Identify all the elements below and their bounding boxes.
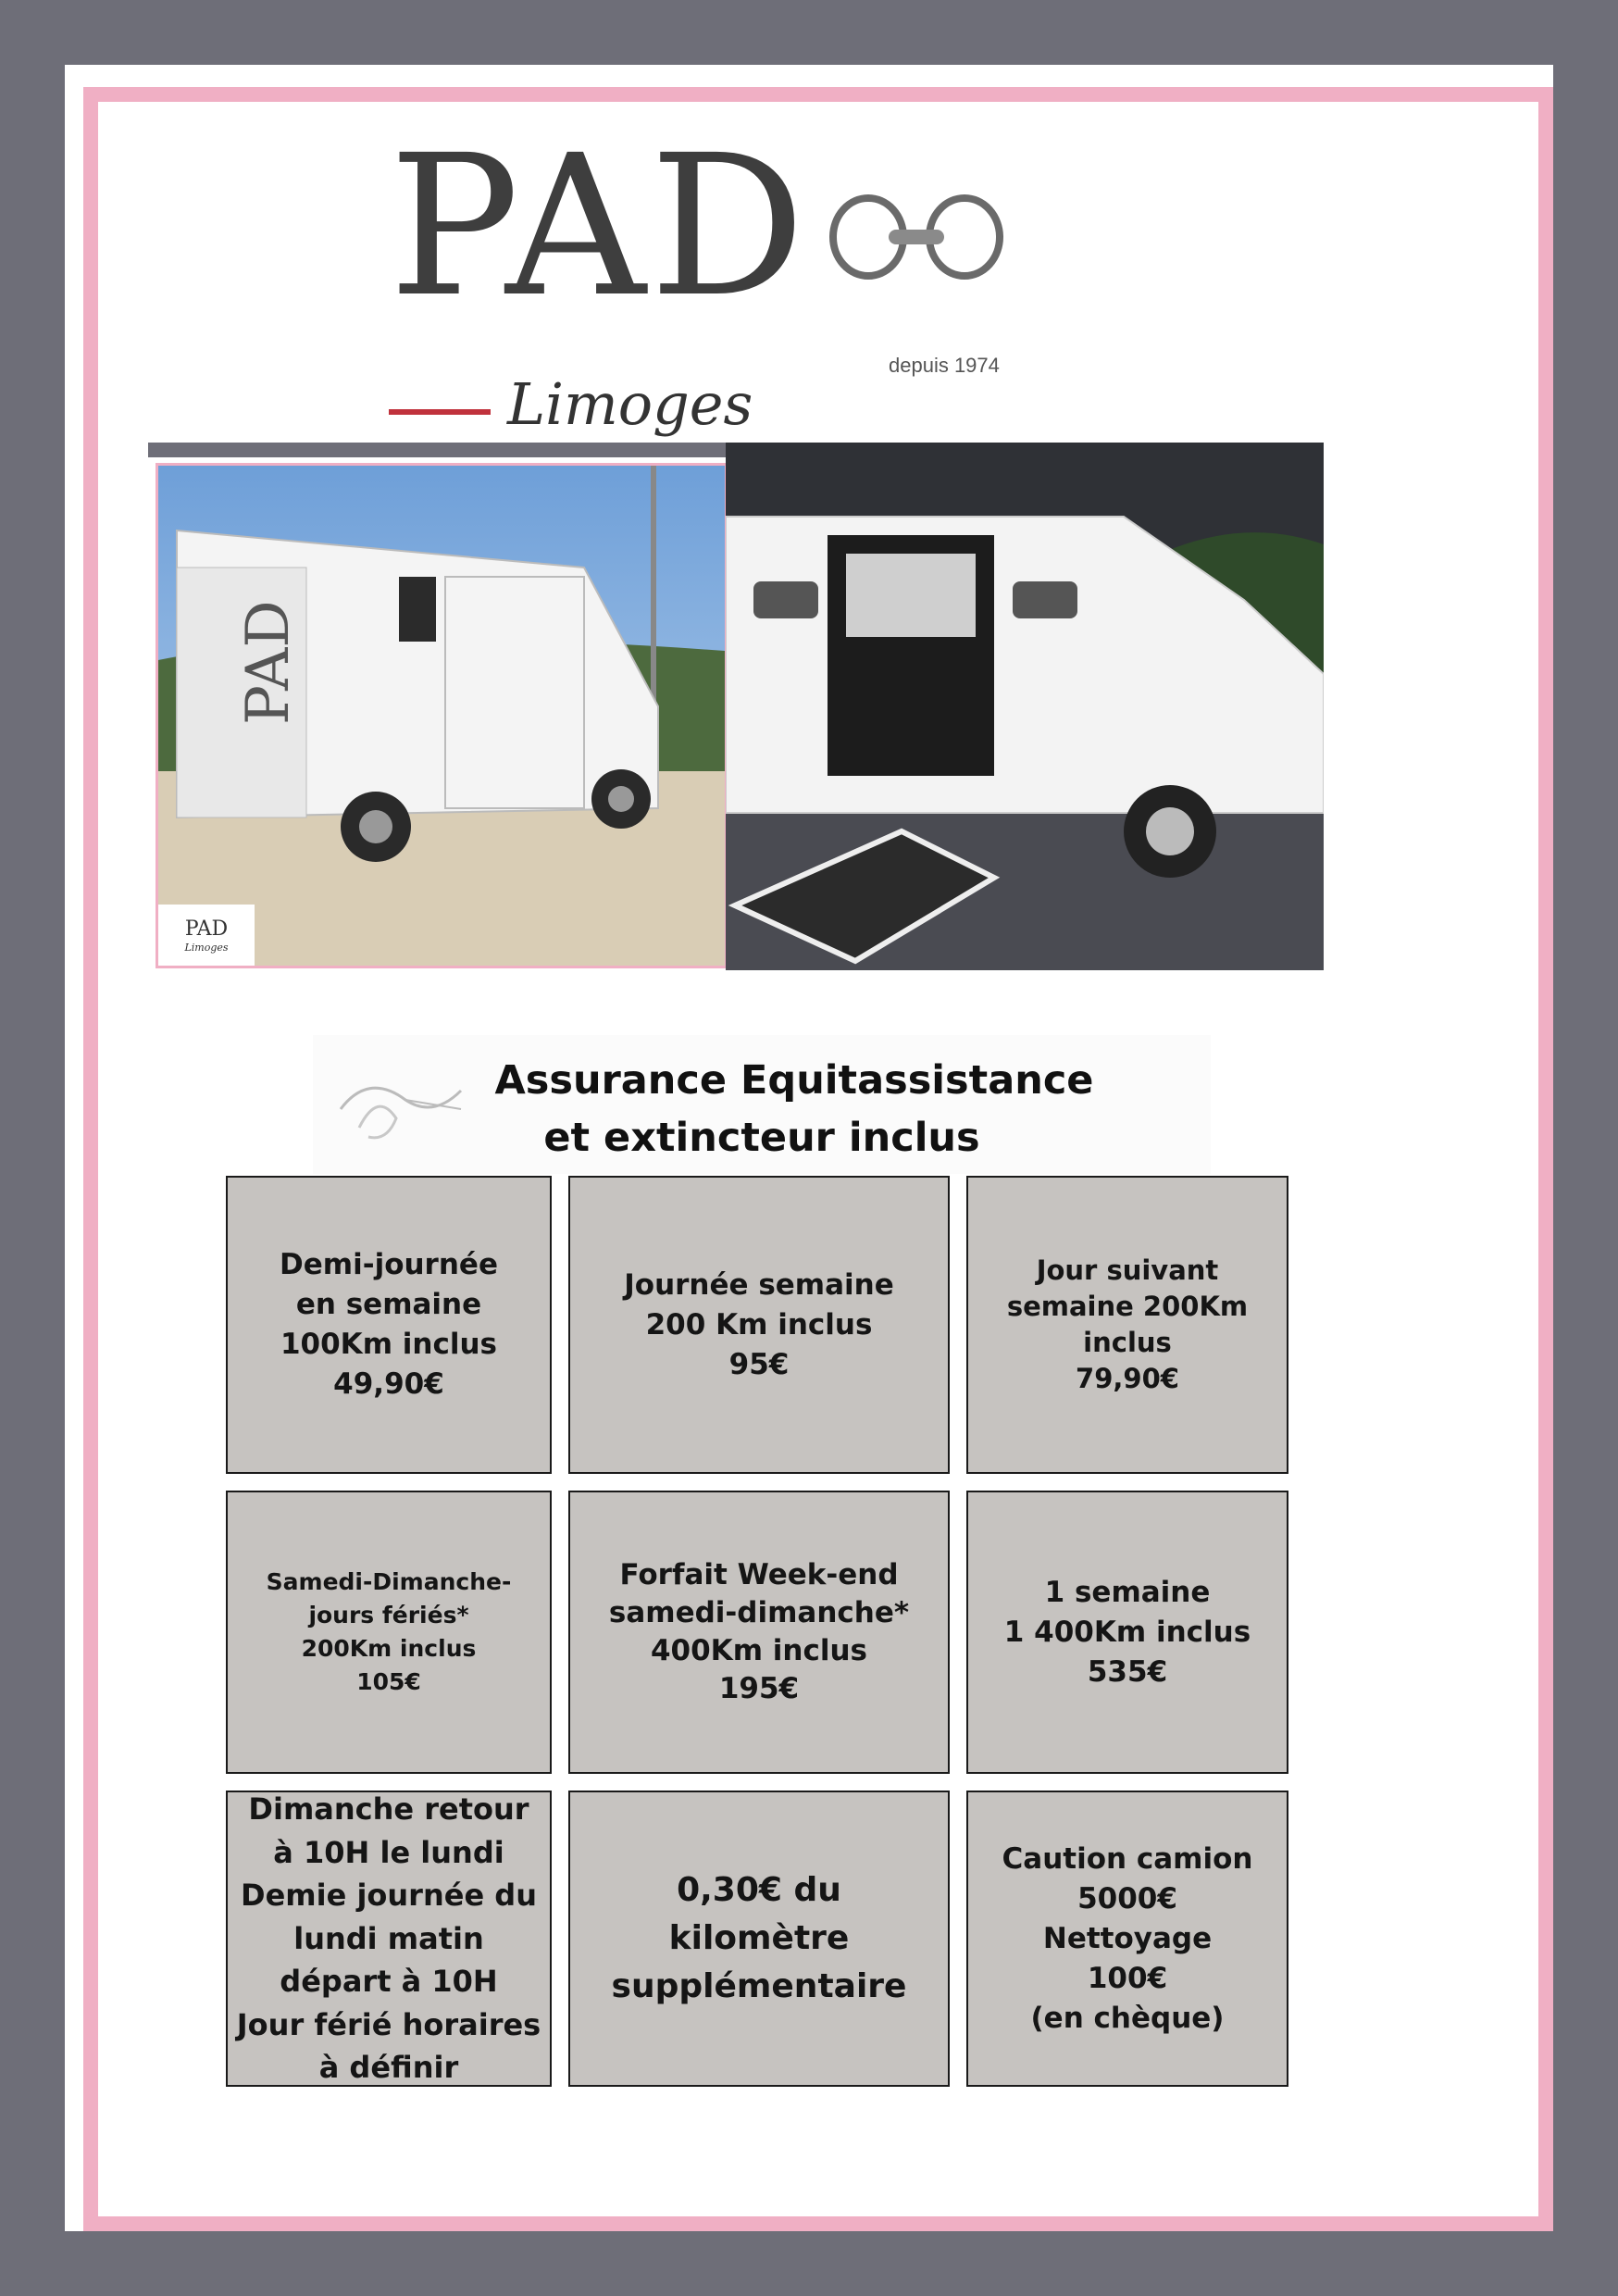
price-card-week [966, 1491, 1288, 1774]
horse-truck-photo-rear [156, 463, 728, 968]
price-line: Jour suivant [1036, 1254, 1219, 1286]
price-card-deposit [966, 1791, 1288, 2087]
padd-logo [389, 113, 1185, 481]
price-line: samedi-dimanche* [608, 1596, 910, 1629]
insurance-title: Assurance Equitassistance [494, 1057, 1094, 1104]
info-line: lundi matin [293, 1920, 484, 1956]
price-line: 200Km inclus [301, 1635, 477, 1662]
price-card-weekend-holiday [226, 1491, 552, 1774]
price-line: Journée semaine [624, 1267, 894, 1302]
price-line: Forfait Week-end [619, 1558, 899, 1591]
price-card-next-day [966, 1176, 1288, 1474]
price-line: Demi-journée [280, 1248, 498, 1281]
price-amount: 105€ [356, 1668, 421, 1695]
price-line: inclus [1083, 1327, 1172, 1358]
logo-red-line [389, 409, 491, 415]
insurance-heading [313, 1035, 1211, 1174]
price-line: en semaine [295, 1288, 482, 1321]
info-line: à définir [318, 2050, 459, 2086]
photo-badge-text: PAD [184, 917, 229, 941]
price-amount: 100€ [1087, 1961, 1168, 1995]
price-line: Nettoyage [1042, 1921, 1213, 1955]
price-amount: 49,90€ [333, 1367, 444, 1401]
price-line: jours fériés* [308, 1602, 469, 1628]
price-line: 1 semaine [1044, 1575, 1211, 1609]
bit-icon [824, 185, 1009, 287]
price-amount: 5000€ [1077, 1881, 1177, 1915]
photo-badge-city: Limoges [184, 942, 229, 955]
info-line: à 10H le lundi [273, 1834, 504, 1870]
price-card-half-day-weekday [226, 1176, 552, 1474]
insurance-subtitle: et extincteur inclus [543, 1115, 980, 1161]
info-card-sunday-return [226, 1791, 552, 2087]
logo-since: depuis 1974 [889, 354, 1000, 377]
horse-truck-photo-open-ramp [726, 443, 1324, 970]
price-amount: 535€ [1087, 1654, 1168, 1689]
info-line: départ à 10H [280, 1964, 498, 2000]
info-line: Demie journée du [241, 1878, 537, 1914]
photo-badge [158, 905, 255, 966]
price-line: 200 Km inclus [645, 1307, 873, 1341]
info-line: Jour férié horaires [236, 2006, 541, 2042]
price-card-day-weekday [568, 1176, 950, 1474]
price-amount: 0,30€ du [677, 1871, 841, 1909]
price-line: supplémentaire [611, 1967, 907, 2005]
info-line: Dimanche retour [248, 1791, 529, 1828]
logo-city: Limoges [507, 370, 753, 438]
price-card-extra-km [568, 1791, 950, 2087]
price-line: kilomètre [668, 1919, 850, 1957]
price-line: 1 400Km inclus [1003, 1615, 1251, 1649]
svg-text:PAD: PAD [234, 600, 303, 725]
logo-wordmark: PAD [389, 113, 810, 340]
price-line: Caution camion [1002, 1841, 1253, 1876]
price-line: semaine 200Km [1006, 1291, 1249, 1322]
price-amount: 79,90€ [1076, 1363, 1179, 1394]
price-card-weekend-package [568, 1491, 950, 1774]
price-line: 400Km inclus [650, 1634, 868, 1667]
price-line: (en chèque) [1030, 2001, 1225, 2035]
price-amount: 195€ [718, 1672, 800, 1705]
price-amount: 95€ [728, 1347, 790, 1381]
price-line: 100Km inclus [280, 1328, 498, 1361]
price-line: Samedi-Dimanche- [266, 1568, 512, 1595]
